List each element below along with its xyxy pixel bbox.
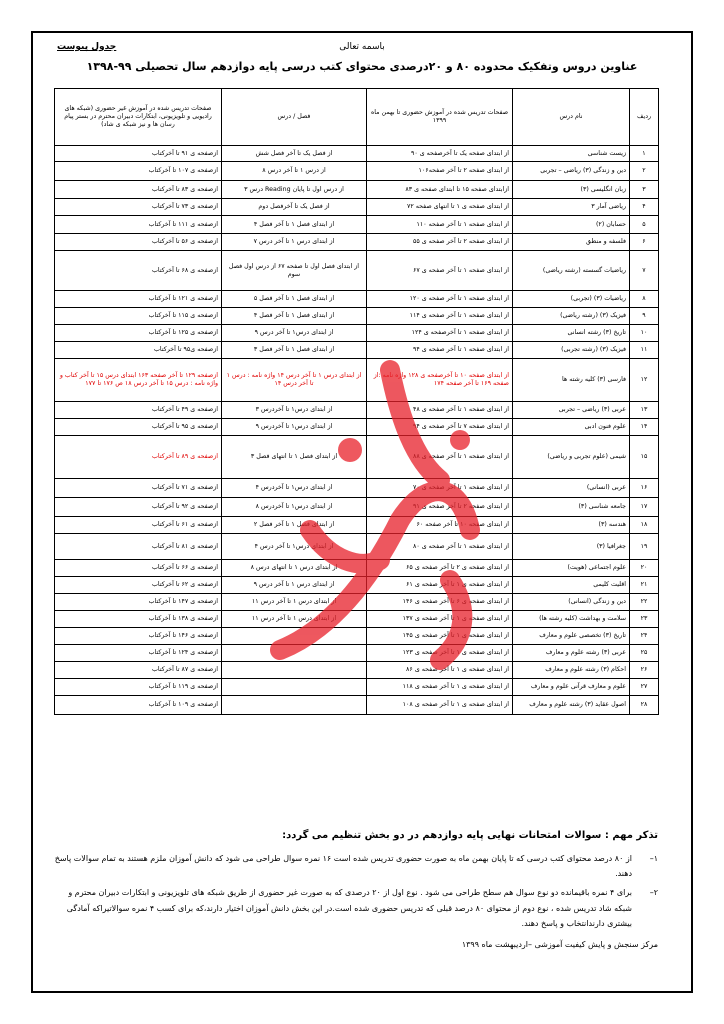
inperson-pages: از ابتدای صفحه ی ۱ تا آخر صفحه ی ۱۰۸ <box>367 696 513 715</box>
table-row <box>55 162 659 181</box>
subject-name: فلسفه و منطق <box>513 234 630 251</box>
subject-name: جامعه شناسی (۳) <box>513 498 630 517</box>
table-row <box>55 498 659 517</box>
col-name-header: نام درس <box>513 89 630 146</box>
remote-pages: ازصفحه ۱۲۹ تا آخر صفحه ۱۶۳ ابتدای درس ۱۵ تا آخر کتاب و واژه نامه : درس ۱۵ تا آخر درس ۱۸ ص ۱۷۶ تا ۱۷۷ <box>55 359 222 402</box>
remote-pages: ازصفحه ی ۴۹ تا آخرکتاب <box>55 402 222 419</box>
chapter-range: از درس ۱ تا آخر درس ۸ <box>222 162 367 181</box>
col-remote-header: صفحات تدریس شده در آموزش غیر حضوری (شبکه های رادیویی و تلویزیونی، ابتکارات دبیران محترم در بستر پیام رسان ها و نیز شبکه ی شاد) <box>55 89 222 146</box>
remote-pages: ازصفحه ی ۷۱ تا آخرکتاب <box>55 479 222 498</box>
remote-pages: ازصفحه ی ۷۳ تا آخرکتاب <box>55 199 222 216</box>
remote-pages: ازصفحه ی ۶۱ تا آخرکتاب <box>55 517 222 534</box>
remote-pages: ازصفحه ی ۱۱۵ تا آخرکتاب <box>55 308 222 325</box>
remote-pages: ازصفحه ی ۱۴۷ تا آخرکتاب <box>55 594 222 611</box>
subject-name: سلامت و بهداشت (کلیه رشته ها) <box>513 611 630 628</box>
table-row <box>55 436 659 479</box>
table-row <box>55 577 659 594</box>
table-row <box>55 560 659 577</box>
row-number: ۱۵ <box>630 436 659 479</box>
inperson-pages: از ابتدای صفحه ۲ تا آخر صفحه ی ۹۱ <box>367 498 513 517</box>
row-number: ۲۵ <box>630 645 659 662</box>
curriculum-table <box>54 88 659 715</box>
remote-pages: ازصفحه ی۹۵ تا آخرکتاب <box>55 342 222 359</box>
subject-name: علوم و معارف قرآنی علوم و معارف <box>513 679 630 696</box>
chapter-range: از ابتدای درس۱ تا آخردرس ۴ <box>222 479 367 498</box>
inperson-pages: از ابتدای صفحه ی ۶ تا آخر صفحه ی ۱۴۶ <box>367 594 513 611</box>
subject-name: شیمی (علوم تجربی و ریاضی) <box>513 436 630 479</box>
table-row <box>55 479 659 498</box>
remote-pages: ازصفحه ی ۱۰۷ تا آخرکتاب <box>55 162 222 181</box>
inperson-pages: از ابتدای صفحه یک تا آخرصفحه ی ۹۰ <box>367 146 513 162</box>
subject-name: علوم اجتماعی (هویت) <box>513 560 630 577</box>
note-text: از ۸۰ درصد محتوای کتب درسی که تا پایان بهمن ماه به صورت حضوری تدریس شده است ۱۶ نمره سوال طراحی می شود که دانش آموزان ملزم هستند به تمام سوالات پاسخ دهند. <box>54 854 632 879</box>
table-row <box>55 402 659 419</box>
chapter-range: از ابتدای فصل ۱ تا آخر فصل ۴ <box>222 216 367 234</box>
subject-name: فیزیک (۳) (رشته تجربی) <box>513 342 630 359</box>
remote-pages: ازصفحه ی ۹۱ تا آخرکتاب <box>55 146 222 162</box>
row-number: ۲۱ <box>630 577 659 594</box>
remote-pages: ازصفحه ی ۸۹ تا آخرکتاب <box>55 436 222 479</box>
subject-name: ریاضیات گسسته (رشته ریاضی) <box>513 251 630 291</box>
row-number: ۱۲ <box>630 359 659 402</box>
remote-pages: ازصفحه ی ۸۳ تا آخرکتاب <box>55 181 222 199</box>
inperson-pages: از ابتدای صفحه ۱۰ تا آخر صفحه ۶۰ <box>367 517 513 534</box>
chapter-range: از ابتدای فصل ۱ تا انتهای فصل ۳ <box>222 436 367 479</box>
inperson-pages: از ابتدای صفحه ۱ تا آخرصفحه ی ۱۲۴ <box>367 325 513 342</box>
chapter-range: از ابتدای درس۱ تا آخر درس ۴ <box>222 534 367 560</box>
chapter-range: از ابتدای درس۱ تا آخردرس ۸ <box>222 498 367 517</box>
chapter-range: از ابتدای فصل ۱ تا آخر فصل ۵ <box>222 291 367 308</box>
subject-name: جغرافیا (۳) <box>513 534 630 560</box>
subject-name: اصول عقاید (۳) رشته علوم و معارف <box>513 696 630 715</box>
inperson-pages: از ابتدای صفحه ۲ تا آخر صفحه ی ۵۵ <box>367 234 513 251</box>
remote-pages: ازصفحه ی ۱۱۱ تا آخرکتاب <box>55 216 222 234</box>
subject-name: علوم فنون ادبی <box>513 419 630 436</box>
row-number: ۲۴ <box>630 628 659 645</box>
chapter-range: از ابتدای درس ۱ تا آخر درس ۹ <box>222 577 367 594</box>
subject-name: تاریخ (۳) رشته انسانی <box>513 325 630 342</box>
inperson-pages: از ابتدای صفحه ۱۰ تا آخرصفحه ی ۱۲۸ واژه نامه :از صفحه ۱۶۹ تا آخر صفحه ۱۷۴ <box>367 359 513 402</box>
table-row <box>55 645 659 662</box>
subject-name: زیست شناسی <box>513 146 630 162</box>
row-number: ۵ <box>630 216 659 234</box>
subject-name: دین و زندگی (انسانی) <box>513 594 630 611</box>
inperson-pages: از ابتدای صفحه ی ۱ تا آخر صفحه ی ۱۴۵ <box>367 628 513 645</box>
bismillah: باسمه تعالی <box>339 42 385 52</box>
inperson-pages: از ابتدای صفحه ۱ تا آخر صفحه ۱۱۰ <box>367 216 513 234</box>
inperson-pages: از ابتدای صفحه ی ۱ تا آخر صفحه ی ۱۲۳ <box>367 645 513 662</box>
table-row <box>55 679 659 696</box>
table-row <box>55 181 659 199</box>
chapter-range: از ابتدای درس ۱ تا آخر درس ۱۱ <box>222 594 367 611</box>
page-title: عناوین دروس وتفکیک محدوده ۸۰ و ۲۰درصدی محتوای کتب درسی پایه دوازدهم سال تحصیلی ۹۹-۱۳۹۸ <box>86 60 638 73</box>
remote-pages: ازصفحه ی ۱۲۱ تا آخرکتاب <box>55 291 222 308</box>
row-number: ۲۲ <box>630 594 659 611</box>
row-number: ۱ <box>630 146 659 162</box>
inperson-pages: از ابتدای صفحه ۷ تا آخر صفحه ی ۹۴ <box>367 419 513 436</box>
chapter-range: از ابتدای درس ۱ تا انتهای درس ۸ <box>222 560 367 577</box>
note-number: ۲– <box>649 888 658 898</box>
chapter-range: از ابتدای فصل ۱ تا آخر فصل ۲ <box>222 517 367 534</box>
remote-pages: ازصفحه ی ۶۸ تا آخرکتاب <box>55 251 222 291</box>
row-number: ۲۷ <box>630 679 659 696</box>
col-row-header: ردیف <box>630 89 659 146</box>
subject-name: ریاضیات (۳) (تجربی) <box>513 291 630 308</box>
subject-name: عربی (۳) رشته علوم و معارف <box>513 645 630 662</box>
table-row <box>55 534 659 560</box>
subject-name: احکام (۳) رشته علوم و معارف <box>513 662 630 679</box>
subject-name: عربی (انسانی) <box>513 479 630 498</box>
row-number: ۱۰ <box>630 325 659 342</box>
notes-section <box>54 826 658 952</box>
chapter-range: از ابتدای درس ۱ تا آخر درس ۱۱ <box>222 611 367 628</box>
remote-pages: ازصفحه ی ۸۱ تا آخرکتاب <box>55 534 222 560</box>
table-row <box>55 291 659 308</box>
remote-pages: ازصفحه ی ۶۶ تا آخرکتاب <box>55 560 222 577</box>
subject-name: اقلیت کلیمی <box>513 577 630 594</box>
row-number: ۲۶ <box>630 662 659 679</box>
table-body <box>55 146 659 715</box>
chapter-range: از ابتدای درس۱ تا آخردرس ۳ <box>222 402 367 419</box>
row-number: ۸ <box>630 291 659 308</box>
subject-name: حسابان (۲) <box>513 216 630 234</box>
row-number: ۴ <box>630 199 659 216</box>
inperson-pages: ازابتدای صفحه ۱۵ تا ابتدای صفحه ی ۸۳ <box>367 181 513 199</box>
inperson-pages: از ابتدای صفحه ی ۱ تا آخر صفحه ی ۱۱۸ <box>367 679 513 696</box>
remote-pages: ازصفحه ی ۱۲۴ تا آخرکتاب <box>55 645 222 662</box>
remote-pages: ازصفحه ی ۹۲ تا آخرکتاب <box>55 498 222 517</box>
table-row <box>55 325 659 342</box>
row-number: ۱۳ <box>630 402 659 419</box>
inperson-pages: از ابتدای صفحه ۱ تا آخر صفحه ی ۸۸ <box>367 436 513 479</box>
chapter-range: از درس اول تا پایان Reading درس ۳ <box>222 181 367 199</box>
col-inperson-header: صفحات تدریس شده در آموزش حضوری تا بهمن ماه ۱۳۹۹ <box>367 89 513 146</box>
row-number: ۹ <box>630 308 659 325</box>
chapter-range: از ابتدای فصل ۱ تا آخر فصل ۴ <box>222 308 367 325</box>
chapter-range: از ابتدای درس ۱ تا آخر درس ۷ <box>222 234 367 251</box>
chapter-range: از ابتدای درس۱ تا آخر درس ۹ <box>222 325 367 342</box>
table-row <box>55 216 659 234</box>
table-row <box>55 342 659 359</box>
subject-name: زبان انگلیسی (۳) <box>513 181 630 199</box>
remote-pages: ازصفحه ی ۵۶ تا آخرکتاب <box>55 234 222 251</box>
table-row <box>55 419 659 436</box>
issuer-footer: مرکز سنجش و پایش کیفیت آموزشی –اردیبهشت ماه ۱۳۹۹ <box>461 939 658 949</box>
row-number: ۱۷ <box>630 498 659 517</box>
table-row <box>55 628 659 645</box>
subject-name: تاریخ (۳) تخصصی علوم و معارف <box>513 628 630 645</box>
row-number: ۲۰ <box>630 560 659 577</box>
row-number: ۱۸ <box>630 517 659 534</box>
inperson-pages: از ابتدای صفحه ۱ تا آخر صفحه ی ۴۸ <box>367 402 513 419</box>
inperson-pages: از ابتدای صفحه ی ۱ تا آخر صفحه ی ۸۶ <box>367 662 513 679</box>
row-number: ۲ <box>630 162 659 181</box>
inperson-pages: از ابتدای صفحه ۱ تا آخر صفحه ی ۱۱۴ <box>367 308 513 325</box>
notes-title: تذکر مهم : سوالات امتحانات نهایی پایه دوازدهم در دو بخش تنظیم می گردد: <box>282 830 658 841</box>
remote-pages: ازصفحه ی ۶۲ تا آخرکتاب <box>55 577 222 594</box>
table-row <box>55 696 659 715</box>
note-number: ۱– <box>649 854 658 863</box>
row-number: ۱۱ <box>630 342 659 359</box>
subject-name: فیزیک (۳) (رشته ریاضی) <box>513 308 630 325</box>
inperson-pages: از ابتدای صفحه ۱ تا آخر صفحه ی ۹۴ <box>367 342 513 359</box>
inperson-pages: از ابتدای صفحه ی ۱ تا آخر صفحه ی ۱۳۷ <box>367 611 513 628</box>
row-number: ۲۸ <box>630 696 659 715</box>
table-row <box>55 199 659 216</box>
inperson-pages: از ابتدای صفحه ۲ تا آخر صفحه۱۰۶ <box>367 162 513 181</box>
table-row <box>55 517 659 534</box>
remote-pages: ازصفحه ی ۱۰۹ تا آخرکتاب <box>55 696 222 715</box>
subject-name: ریاضی آمار ۳ <box>513 199 630 216</box>
inperson-pages: از ابتدای صفحه ۱ تا آخر صفحه ی ۷۰ <box>367 479 513 498</box>
table-row <box>55 611 659 628</box>
chapter-range: از ابتدای درس۱ تا آخردرس ۹ <box>222 419 367 436</box>
chapter-range <box>222 628 367 645</box>
row-number: ۳ <box>630 181 659 199</box>
remote-pages: ازصفحه ی ۸۷ تا آخرکتاب <box>55 662 222 679</box>
inperson-pages: از ابتدای صفحه ۱ تا آخر صفحه ی ۸۰ <box>367 534 513 560</box>
table-row <box>55 662 659 679</box>
row-number: ۱۴ <box>630 419 659 436</box>
remote-pages: ازصفحه ی ۱۲۵ تا آخرکتاب <box>55 325 222 342</box>
chapter-range <box>222 679 367 696</box>
inperson-pages: از ابتدای صفحه ی ۲ تا آخر صفحه ی ۶۵ <box>367 560 513 577</box>
chapter-range: از ابتدای فصل اول تا صفحه ۶۷ از درس اول فصل سوم <box>222 251 367 291</box>
chapter-range: از فصل یک تا آخرفصل دوم <box>222 199 367 216</box>
remote-pages: ازصفحه ی ۱۱۹ تا آخرکتاب <box>55 679 222 696</box>
subject-name: عربی (۳) ریاضی – تجربی <box>513 402 630 419</box>
inperson-pages: از ابتدای صفحه ۱ تا آخر صفحه ی ۶۷ <box>367 251 513 291</box>
remote-pages: ازصفحه ی ۹۵ تا آخرکتاب <box>55 419 222 436</box>
table-row <box>55 234 659 251</box>
chapter-range <box>222 696 367 715</box>
table-row <box>55 251 659 291</box>
subject-name: دین و زندگی (۳) ریاضی – تجربی <box>513 162 630 181</box>
row-number: ۱۶ <box>630 479 659 498</box>
attachment-label: جدول پیوست <box>57 42 117 52</box>
note-text: برای ۴ نمره باقیمانده دو نوع سوال هم سطح طراحی می شود . نوع اول از ۲۰ درصدی که به صورت غیر حضوری از طریق شبکه های تلویزیونی و ابتکارات دبیران محترم و شبکه شاد تدریس شده ، نوع دوم از محتوای ۸۰ درصد قبلی که تدریس حضوری شده است.در این بخش دانش آموزان اختیار دارند،که برای کسب ۴ نمره سوالاتیراکه آمادگی بیشتری دارندانتخاب و پاسخ دهند. <box>66 888 632 928</box>
col-chapter-header: فصل / درس <box>222 89 367 146</box>
table-row <box>55 146 659 162</box>
chapter-range: از فصل یک تا آخر فصل شش <box>222 146 367 162</box>
chapter-range <box>222 662 367 679</box>
table-row <box>55 308 659 325</box>
row-number: ۱۹ <box>630 534 659 560</box>
chapter-range: از ابتدای فصل ۱ تا آخر فصل ۳ <box>222 342 367 359</box>
row-number: ۲۳ <box>630 611 659 628</box>
note-item-2 <box>54 885 658 931</box>
inperson-pages: از ابتدای صفحه ۱ تا آخر صفحه ی ۱۲۰ <box>367 291 513 308</box>
table-header-row <box>55 89 659 146</box>
subject-name: هندسه (۳) <box>513 517 630 534</box>
remote-pages: ازصفحه ی ۱۴۶ تا آخرکتاب <box>55 628 222 645</box>
table-row <box>55 594 659 611</box>
remote-pages: ازصفحه ی ۱۳۸ تا آخرکتاب <box>55 611 222 628</box>
row-number: ۶ <box>630 234 659 251</box>
subject-name: فارسی (۳) کلیه رشته ها <box>513 359 630 402</box>
chapter-range <box>222 645 367 662</box>
inperson-pages: از ابتدای صفحه ی ۱ تا انتهای صفحه ۷۲ <box>367 199 513 216</box>
table-row <box>55 359 659 402</box>
note-item-1 <box>54 851 658 881</box>
row-number: ۷ <box>630 251 659 291</box>
inperson-pages: از ابتدای صفحه ی ۱ تا آخر صفحه ی ۶۱ <box>367 577 513 594</box>
chapter-range: از ابتدای درس ۱ تا آخر درس ۱۴ واژه نامه : درس ۱ تا آخر درس ۱۴ <box>222 359 367 402</box>
